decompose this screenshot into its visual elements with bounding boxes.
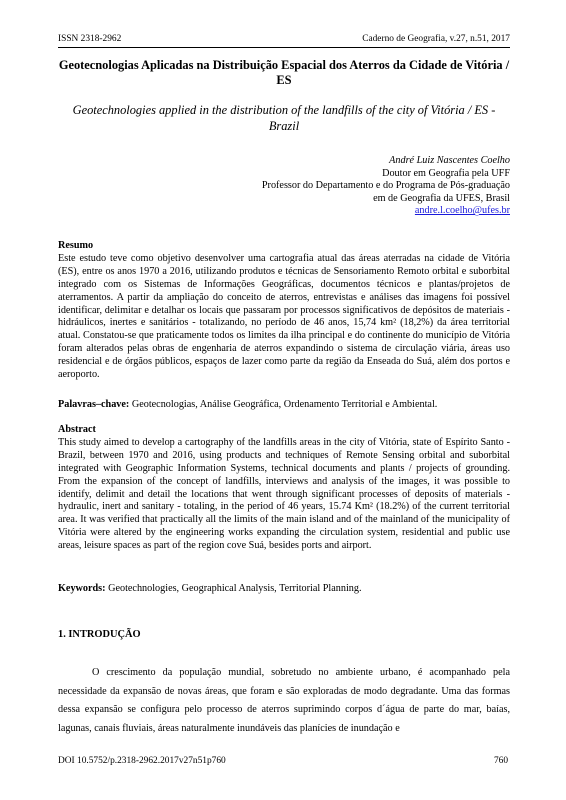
keywords [58,582,510,595]
author-email-link[interactable]: andre.l.coelho@ufes.br [414,205,510,217]
abstract-text: This study aimed to develop a cartography of the landfills areas in the city of Vitória, state of Espírito Santo - Brazil, between 1970 and 2016, using products and techniques of Remote Sensing orbital and suborbital integrated with Geographic Information Systems, technical documents and plants / projects of grounding. From the expansion of the concept of landfills, interviews and analysis of the images, it was possible to identify, delimit and detail the locations that went through significant processes of deposits of materials - hydraulic, inert and sanitary - totaling, in the period of 46 years, 15.74 Km² (18.2%) of the current territorial area. It was verified that practically all the limits of the main island and of the mainland of the municipality of Vitória were altered by the engineering works expanding the circulation system, residential and public use areas, leisure spaces as part of the region cove Suá, besides ports and airport. [58,436,510,552]
journal-citation: Caderno de Geografia, v.27, n.51, 2017 [362,34,510,44]
resumo-section [58,240,510,382]
issn-label: ISSN 2318-2962 [58,34,122,44]
author-degree: Doutor em Geografia pela UFF [382,167,510,179]
resumo-heading: Resumo [58,240,94,251]
author-affiliation-line-1: Professor do Departamento e do Programa de Pós-graduação [261,180,510,192]
running-header [58,34,510,48]
abstract-section [58,424,510,553]
keywords-text: Geotechnologies, Geographical Analysis, Territorial Planning. [108,583,362,594]
palavras-chave-text: Geotecnologias, Análise Geográfica, Ordenamento Territorial e Ambiental. [131,399,438,410]
palavras-chave-label: Palavras–chave: [58,399,130,410]
title-portuguese: Geotecnologias Aplicadas na Distribuição Espacial dos Aterros da Cidade de Vitória / ES [58,58,510,87]
keywords-label: Keywords: [58,583,106,594]
resumo-text: Este estudo teve como objetivo desenvolver uma cartografia atual das áreas aterradas na cidade de Vitória (ES), entre os anos 1970 a 2016, utilizando produtos e técnicas de Sensoriamento Remoto orbital e suborbital integrado com os Sistemas de Informações Geográficas, documentos técnicos e plantas/projetos de aterramentos. A partir da ampliação do conceito de aterros, entrevistas e análises das imagens foi possível identificar, delimitar e detalhar os locais que passaram por processos significativos de depósitos de materiais - hidráulicos, inertes e sanitários - totalizando, no período de 46 anos, 15,74 km² (18,2%) da área territorial atual. Constatou-se que praticamente todos os limites da ilha principal e do continente do município de Vitória foram alterados pelas obras de engenharia de aterros expandindo o sistema de circulação viária, áreas uso residencial e de órgãos públicos, espaços de lazer como parte da região da Enseada do Suá, além dos portos e aeroporto. [58,252,510,381]
title-english: Geotechnologies applied in the distribution of the landfills of the city of Vitória / ES - Brazil [72,103,496,133]
author-affiliation-line-2: em de Geografia da UFES, Brasil [373,192,510,204]
page-footer [58,756,508,767]
palavras-chave [58,398,510,411]
doi-label: DOI 10.5752/p.2318-2962.2017v27n51p760 [58,756,226,766]
abstract-heading: Abstract [58,424,96,435]
author-block [210,155,510,218]
page-number: 760 [493,756,508,766]
intro-text: O crescimento da população mundial, sobretudo no ambiente urbano, é acompanhado pela necessidade da expansão de novas áreas, que foram e são exploradas de modo degradante. Uma das formas dessa expansão se configura pelo processo de aterros suprimindo corpos d´água de parte do mar, baías, lagunas, canais fluviais, áreas naturalmente inundáveis das planícies de inundação e [58,667,510,734]
intro-heading: 1. INTRODUÇÃO [58,629,141,640]
author-name: André Luiz Nascentes Coelho [389,155,510,166]
